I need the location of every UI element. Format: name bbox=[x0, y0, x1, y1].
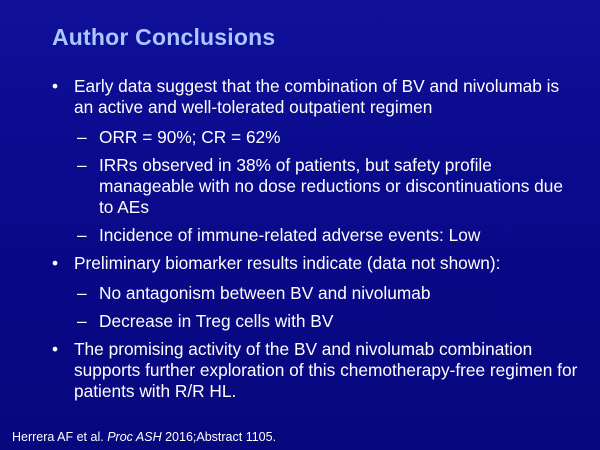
citation-journal: Proc ASH bbox=[107, 430, 162, 444]
dash-icon: – bbox=[77, 283, 87, 303]
slide-title: Author Conclusions bbox=[52, 24, 276, 50]
bullet-item bbox=[52, 76, 582, 118]
sub-bullet-text: No antagonism between BV and nivolumab bbox=[99, 283, 431, 303]
dash-icon: – bbox=[77, 311, 87, 331]
bullet-icon: • bbox=[52, 76, 59, 96]
bullet-text: The promising activity of the BV and nivolumab combination supports further exploration of this chemotherapy-free regimen for patients with R/R HL. bbox=[74, 339, 578, 401]
citation-authors: Herrera AF et al. bbox=[12, 430, 104, 444]
sub-bullet-text: Decrease in Treg cells with BV bbox=[99, 311, 334, 331]
sub-bullet-item bbox=[52, 311, 582, 332]
bullet-item bbox=[52, 253, 582, 274]
sub-bullet-item bbox=[52, 155, 582, 218]
citation bbox=[12, 430, 276, 444]
dash-icon: – bbox=[77, 225, 87, 245]
sub-bullet-item bbox=[52, 127, 582, 148]
sub-bullet-item bbox=[52, 283, 582, 304]
dash-icon: – bbox=[77, 155, 87, 175]
sub-bullet-text: Incidence of immune-related adverse events: Low bbox=[99, 225, 481, 245]
sub-bullet-text: ORR = 90%; CR = 62% bbox=[99, 127, 281, 147]
sub-bullet-item bbox=[52, 225, 582, 246]
bullet-text: Preliminary biomarker results indicate (data not shown): bbox=[74, 253, 501, 273]
bullet-item bbox=[52, 339, 582, 402]
citation-details: 2016;Abstract 1105. bbox=[165, 430, 277, 444]
dash-icon: – bbox=[77, 127, 87, 147]
sub-bullet-text: IRRs observed in 38% of patients, but safety profile manageable with no dose reductions or discontinuations due to AEs bbox=[99, 155, 564, 217]
bullet-text: Early data suggest that the combination of BV and nivolumab is an active and well-tolerated outpatient regimen bbox=[74, 76, 560, 117]
conclusions-list bbox=[52, 76, 582, 411]
bullet-icon: • bbox=[52, 339, 59, 359]
bullet-icon: • bbox=[52, 253, 59, 273]
